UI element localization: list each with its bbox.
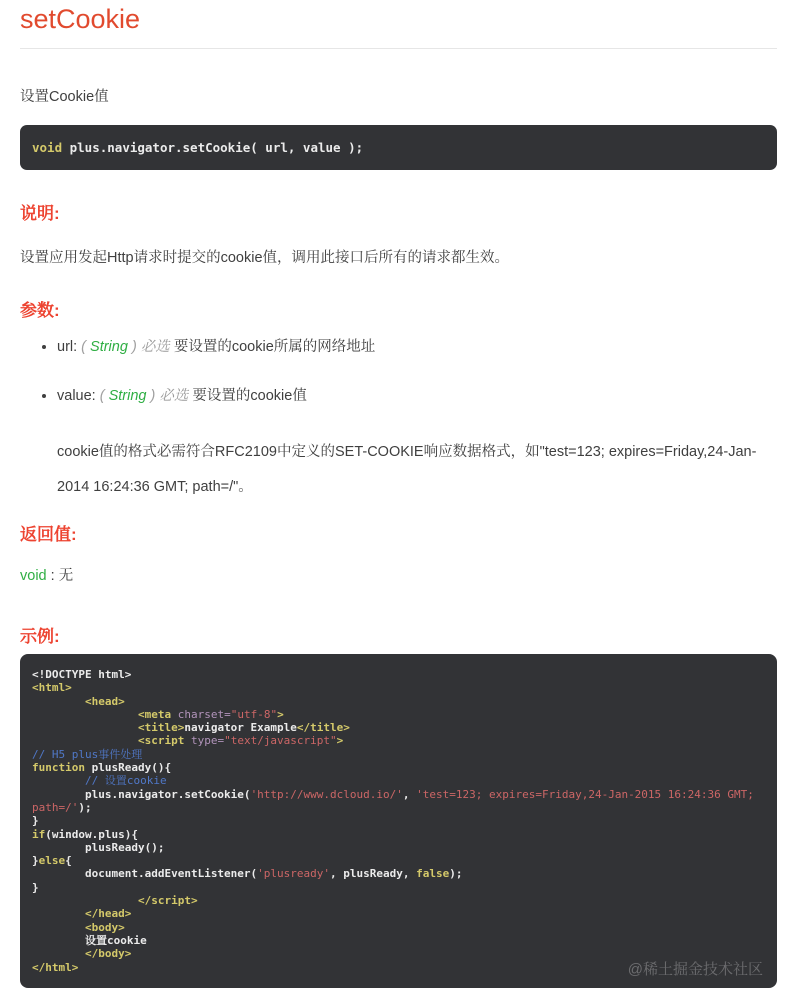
param-type: String (90, 339, 128, 355)
signature-return-type: void (32, 140, 63, 155)
parameter-item-value (57, 386, 777, 407)
param-type-paren-open: ( (99, 388, 109, 404)
section-heading-returns: 返回值: (20, 525, 77, 544)
description-text: 设置应用发起Http请求时提交的cookie值，调用此接口后所有的请求都生效。 (20, 250, 510, 266)
parameter-list (37, 337, 777, 407)
section-heading-parameters: 参数: (20, 301, 60, 320)
signature-code-block (20, 125, 777, 170)
param-description: 要设置的cookie值 (188, 388, 307, 404)
signature-code: plus.navigator.setCookie( url, value ); (62, 140, 364, 155)
page-title: setCookie (20, 4, 141, 34)
param-type-paren-close: ) (127, 339, 141, 355)
section-heading-example: 示例: (20, 627, 60, 646)
parameter-note: cookie值的格式必需符合RFC2109中定义的SET-COOKIE响应数据格式，如"test=123; expires=Friday,24-Jan-2014 16:24:36 GMT; path=/"。 (57, 444, 757, 495)
parameter-item-url (57, 337, 777, 358)
param-required-flag: 必选 (140, 339, 170, 355)
section-heading-description: 说明: (20, 204, 60, 223)
return-description: 无 (58, 568, 74, 584)
param-type-paren-close: ) (146, 388, 160, 404)
watermark-text: @稀土掘金技术社区 (627, 960, 763, 978)
param-name: value: (57, 388, 100, 404)
intro-text: 设置Cookie值 (20, 89, 109, 105)
example-code-container (20, 654, 777, 988)
param-name: url: (57, 339, 82, 355)
return-type: void (20, 568, 47, 584)
param-type-paren-open: ( (81, 339, 91, 355)
title-divider (20, 48, 777, 49)
example-code: <!DOCTYPE html> <html> <head> <meta charset="utf-8"> <title>navigator Example</title> <script type="text/javascript"> // H5 plus事件处理 function plusReady(){ // 设置cookie plus.navigator.setCookie('http://www.dcloud.io/', 'test=123; expires=Friday,24-Jan-2015 16:24:36 GMT; path=/'); } if(window.plus){ plusReady(); }else{ document.addEventListener('plusready', plusReady, false); } </script> </head> <body> 设置cookie </body> </html> (20, 654, 777, 988)
param-type: String (108, 388, 147, 404)
return-separator: : (46, 568, 59, 584)
param-required-flag: 必选 (159, 388, 189, 404)
return-value-text (20, 565, 777, 587)
param-description: 要设置的cookie所属的网络地址 (169, 339, 376, 355)
